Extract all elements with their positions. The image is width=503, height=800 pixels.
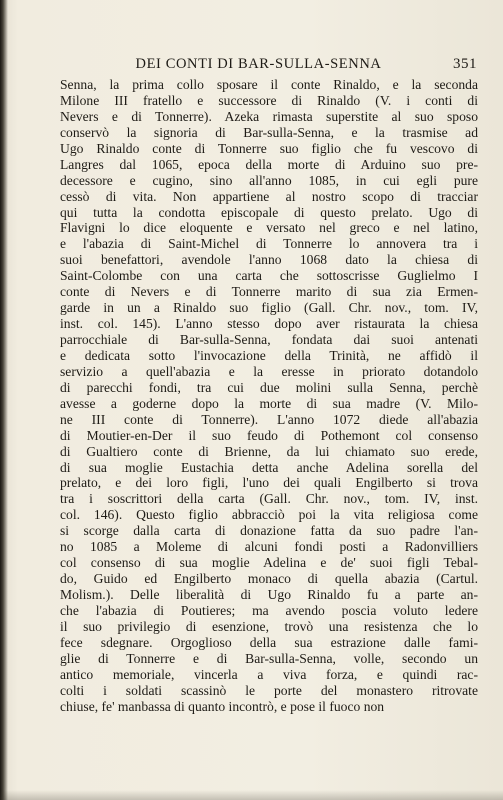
text-line: inst. col. 145). L'anno stesso dopo aver ristaurata la chiesa	[60, 316, 478, 332]
text-line: do, Guido ed Engilberto monaco di quella abazia (Cartul.	[60, 571, 478, 587]
text-line: di parecchi fondi, tra cui due molini sulla Senna, perchè	[60, 379, 478, 395]
text-line: e dedicata sotto l'invocazione della Trinità, ne affidò il	[60, 347, 478, 363]
text-line: prelato, e dei loro figli, l'uno dei quali Engilberto si trova	[60, 475, 478, 491]
text-line: conte di Nevers e di Tonnerre marito di sua zia Ermen-	[60, 284, 478, 300]
text-line: di Moutier-en-Der il suo feudo di Pothemont col consenso	[60, 427, 478, 443]
text-line: di sua moglie Eustachia detta anche Adelina sorella del	[60, 459, 478, 475]
text-line: qui tutta la condotta episcopale di questo prelato. Ugo di	[60, 204, 478, 220]
text-line: si scorge dalla carta di donazione fatta da suo padre l'an-	[60, 523, 478, 539]
body-text	[60, 77, 478, 715]
page-bottom-shade	[0, 790, 503, 800]
text-line: Ugo Rinaldo conte di Tonnerre suo figlio che fu vescovo di	[60, 140, 478, 156]
text-line: conservò la signoria di Bar-sulla-Senna, e la trasmise ad	[60, 124, 478, 140]
text-line: servizio a quell'abazia e la eresse in priorato dotandolo	[60, 363, 478, 379]
text-line: che l'abazia di Poutieres; ma avendo poscia voluto ledere	[60, 602, 478, 618]
text-line: il suo privilegio di esenzione, trovò una resistenza che lo	[60, 618, 478, 634]
page-gutter-shadow	[0, 0, 8, 800]
text-line: Milone III fratello e successore di Rinaldo (V. i conti di	[60, 92, 478, 108]
text-line: parrocchiale di Bar-sulla-Senna, fondata dai suoi antenati	[60, 332, 478, 347]
text-line: fece sdegnare. Orgoglioso della sua estrazione dalle fami-	[60, 634, 478, 650]
header-title: DEI CONTI DI BAR-SULLA-SENNA	[135, 56, 382, 72]
text-line: ne III conte di Tonnerre). L'anno 1072 diede all'abazia	[60, 411, 478, 427]
text-line: avesse a goderne dopo la morte di sua madre (V. Milo-	[60, 395, 478, 411]
text-line: decessore e cugino, sino all'anno 1085, in cui egli pure	[60, 172, 478, 188]
text-line: glie di Tonnerre e di Bar-sulla-Senna, volle, secondo un	[60, 650, 478, 666]
text-line: tra i soscrittori della carta (Gall. Chr. nov., tom. IV, inst.	[60, 491, 478, 507]
text-line: antico memoriale, vincerla a viva forza, e quindi rac-	[60, 666, 478, 682]
text-line: Flavigni lo dice eloquente e versato nel greco e nel latino,	[60, 220, 478, 236]
text-line: Molism.). Delle liberalità di Ugo Rinaldo fu a parte an-	[60, 587, 478, 602]
text-line: Saint-Colombe con una carta che sottoscrisse Guglielmo I	[60, 268, 478, 284]
text-line: Senna, la prima collo sposare il conte Rinaldo, e la seconda	[60, 77, 478, 92]
text-line: di Gualtiero conte di Brienne, da lui chiamato suo erede,	[60, 443, 478, 459]
page-number: 351	[453, 56, 477, 72]
text-line: chiuse, fe' manbassa di quanto incontrò, e pose il fuoco non	[60, 698, 385, 714]
running-header	[60, 56, 477, 78]
text-line: col. 146). Questo figlio abbracciò poi la vita religiosa come	[60, 507, 478, 523]
text-line: suoi benefattori, avendole l'anno 1068 dato la chiesa di	[60, 252, 478, 268]
text-line: no 1085 a Moleme di alcuni fondi posti a Radonvilliers	[60, 539, 478, 555]
text-line: e l'abazia di Saint-Michel di Tonnerre lo annovera tra i	[60, 236, 478, 252]
text-line: garde in un a Rinaldo suo figlio (Gall. Chr. nov., tom. IV,	[60, 300, 478, 316]
text-line: col consenso di sua moglie Adelina e de' suoi figli Tebal-	[60, 555, 478, 571]
text-line: Nevers e di Tonnerre). Azeka rimasta superstite al suo sposo	[60, 108, 478, 124]
text-line: Langres dal 1065, epoca della morte di Arduino suo pre-	[60, 156, 478, 172]
text-line: colti i soldati scassinò le porte del monastero ritrovate	[60, 682, 478, 698]
text-line: cessò di vita. Non appartiene al nostro scopo di tracciar	[60, 188, 478, 204]
